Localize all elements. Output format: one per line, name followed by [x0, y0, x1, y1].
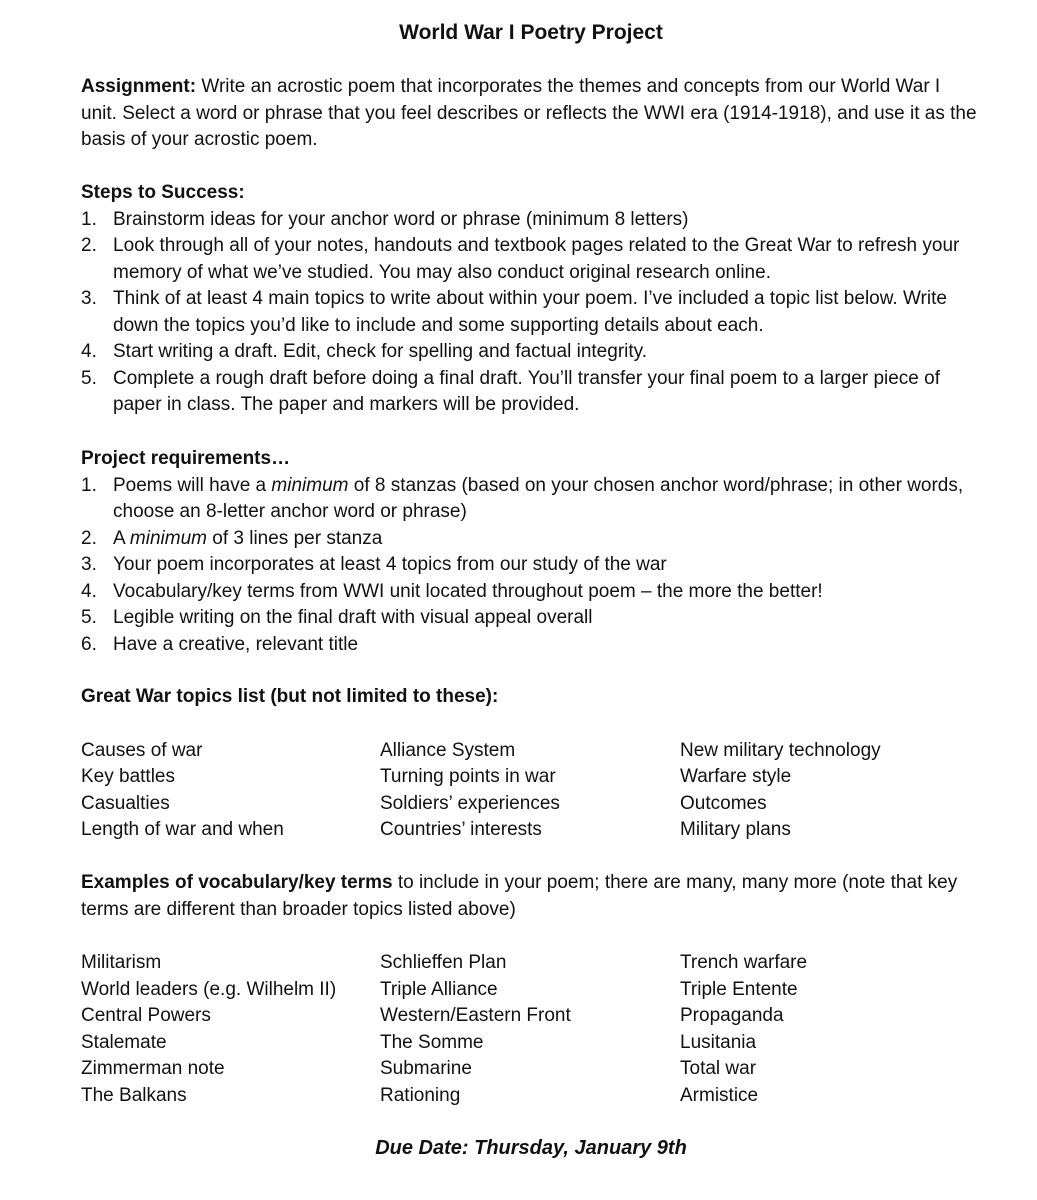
- requirement-number: 3.: [81, 554, 97, 575]
- requirement-item: [81, 473, 981, 526]
- vocab-item: Zimmerman note: [81, 1058, 225, 1079]
- topic-item: Casualties: [81, 792, 170, 814]
- topic-item: Alliance System: [380, 739, 516, 761]
- step-item: [81, 366, 981, 419]
- step-text: Think of at least 4 main topics to write about within your poem. I’ve included a topic list below. Write down the topics you’d like to include and some supporting details about each.: [113, 288, 947, 336]
- topics-heading: Great War topics list (but not limited to these):: [81, 686, 499, 707]
- requirement-item: [81, 552, 981, 579]
- step-text: Brainstorm ideas for your anchor word or phrase (minimum 8 letters): [113, 208, 689, 230]
- topic-item: Key battles: [81, 766, 175, 787]
- requirement-text: Vocabulary/key terms from WWI unit located throughout poem – the more the better!: [113, 580, 823, 602]
- topic-item: Warfare style: [680, 766, 792, 787]
- vocab-item: Trench warfare: [680, 952, 808, 973]
- requirement-emphasis: minimum: [129, 527, 207, 549]
- vocabulary-heading-bold: Examples of vocabulary/key terms: [81, 872, 393, 893]
- requirement-number: 6.: [81, 633, 97, 655]
- step-number: 1.: [81, 208, 97, 230]
- vocab-item: Schlieffen Plan: [380, 952, 507, 973]
- topic-item: Causes of war: [81, 739, 203, 761]
- assignment-section: [81, 74, 981, 154]
- topic-item: Length of war and when: [81, 819, 284, 840]
- step-text: Start writing a draft. Edit, check for spelling and factual integrity.: [113, 341, 648, 362]
- requirement-text: A: [113, 527, 130, 549]
- topics-grid: [81, 738, 981, 844]
- vocabulary-grid: [81, 950, 981, 1109]
- steps-heading: Steps to Success:: [81, 182, 245, 203]
- vocabulary-section: [81, 870, 981, 1109]
- vocab-item: World leaders (e.g. Wilhelm II): [81, 978, 337, 1000]
- assignment-text: Write an acrostic poem that incorporates the themes and concepts from our World War I unit. Select a word or phrase that you feel describes or reflects the WWI era (1914-1918), and use it as the basis of your acrostic poem.: [81, 76, 977, 150]
- requirement-text: Have a creative, relevant title: [113, 633, 359, 655]
- vocabulary-heading: [81, 870, 981, 923]
- requirement-item: [81, 526, 981, 553]
- vocab-item: Militarism: [81, 952, 162, 973]
- requirement-item: [81, 632, 981, 659]
- requirements-heading: Project requirements…: [81, 448, 291, 469]
- step-text: Complete a rough draft before doing a final draft. You’ll transfer your final poem to a larger piece of paper in class. The paper and markers will be provided.: [113, 367, 940, 415]
- requirement-number: 4.: [81, 580, 97, 602]
- topic-item: Countries’ interests: [380, 819, 542, 840]
- due-date: Due Date: Thursday, January 9th: [375, 1137, 687, 1159]
- requirement-number: 1.: [81, 474, 97, 496]
- assignment-paragraph: [81, 74, 981, 154]
- vocab-item: Lusitania: [680, 1031, 757, 1053]
- requirements-section: [81, 446, 981, 658]
- document-page: [81, 18, 981, 1159]
- vocab-item: Total war: [680, 1058, 757, 1079]
- vocab-item: Stalemate: [81, 1031, 167, 1053]
- vocabulary-heading-rest: to include in your poem; there are many, many more (note that key terms are different than broader topics listed above): [81, 872, 958, 920]
- vocab-item: The Balkans: [81, 1084, 187, 1106]
- steps-list: [81, 207, 981, 419]
- requirement-text-rest: of 3 lines per stanza: [206, 527, 383, 549]
- step-number: 5.: [81, 367, 97, 389]
- step-number: 3.: [81, 288, 97, 309]
- requirement-text: Poems will have a: [113, 474, 272, 496]
- vocab-item: The Somme: [380, 1031, 484, 1053]
- topic-item: Military plans: [680, 819, 791, 840]
- requirement-text: Legible writing on the final draft with visual appeal overall: [113, 607, 593, 628]
- steps-section: [81, 180, 981, 419]
- vocab-item: Triple Entente: [680, 978, 798, 1000]
- step-item: [81, 286, 981, 339]
- vocab-item: Triple Alliance: [380, 978, 498, 1000]
- requirement-text: Your poem incorporates at least 4 topics from our study of the war: [113, 554, 667, 575]
- requirement-item: [81, 605, 981, 632]
- requirement-item: [81, 579, 981, 606]
- vocab-item: Submarine: [380, 1058, 472, 1079]
- document-title: World War I Poetry Project: [399, 21, 663, 44]
- vocab-item: Propaganda: [680, 1005, 784, 1026]
- requirement-number: 5.: [81, 607, 97, 628]
- assignment-label: Assignment:: [81, 76, 197, 97]
- vocab-item: Rationing: [380, 1084, 461, 1106]
- requirement-emphasis: minimum: [271, 474, 349, 496]
- topic-item: Outcomes: [680, 792, 767, 814]
- vocab-item: Central Powers: [81, 1005, 211, 1026]
- topic-item: New military technology: [680, 739, 881, 761]
- vocab-item: Armistice: [680, 1084, 759, 1106]
- step-number: 4.: [81, 341, 97, 362]
- vocab-item: Western/Eastern Front: [380, 1005, 571, 1026]
- step-number: 2.: [81, 235, 97, 256]
- requirements-list: [81, 473, 981, 659]
- topic-item: Turning points in war: [380, 766, 556, 787]
- step-text: Look through all of your notes, handouts and textbook pages related to the Great War to refresh your memory of what we’ve studied. You may also conduct original research online.: [113, 235, 960, 283]
- step-item: [81, 207, 981, 234]
- topic-item: Soldiers’ experiences: [380, 792, 560, 814]
- requirement-text-rest: of 8 stanzas (based on your chosen anchor word/phrase; in other words, choose an 8-letter anchor word or phrase): [113, 474, 964, 522]
- requirement-number: 2.: [81, 527, 97, 549]
- step-item: [81, 339, 981, 366]
- topics-section: [81, 684, 981, 844]
- step-item: [81, 233, 981, 286]
